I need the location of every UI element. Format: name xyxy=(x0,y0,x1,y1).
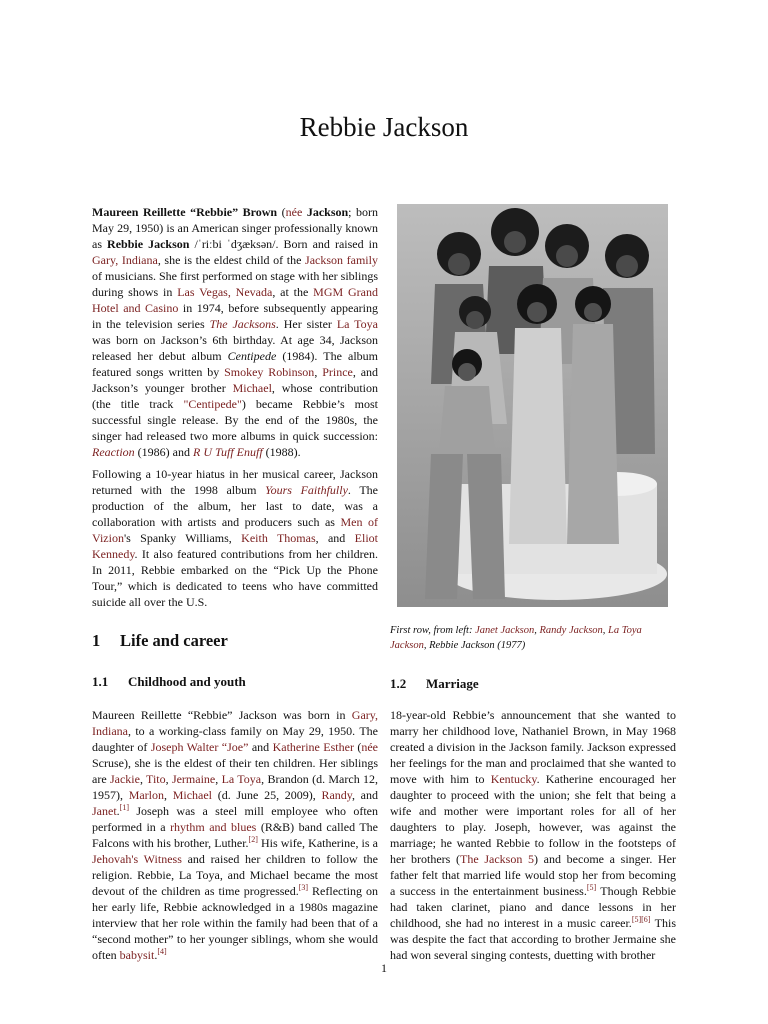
text-run: , xyxy=(164,788,173,802)
text-run: (1988). xyxy=(262,445,301,459)
text-run: Joseph was a steel mill employee who often performed in a xyxy=(92,804,378,834)
inline-link[interactable]: Yours Faithfully xyxy=(265,483,348,497)
inline-link[interactable]: Prince xyxy=(322,365,353,379)
text-run: . The production of the album, her last to date, was a collaboration with artists and producers such as xyxy=(92,483,378,529)
subsection-title: Childhood and youth xyxy=(128,674,246,689)
inline-link[interactable]: Janet Jackson xyxy=(475,625,535,636)
subsection-number: 1.1 xyxy=(92,674,109,689)
inline-link[interactable]: Katherine Esther xyxy=(272,740,354,754)
inline-link[interactable]: babysit xyxy=(119,948,155,962)
inline-link[interactable]: La Toya xyxy=(336,317,378,331)
text-run: and raised her children to follow the religion. Rebbie, La Toya, and Michael became the most devout of the children as time progressed. xyxy=(92,852,378,898)
text-run: Centipede xyxy=(227,349,277,363)
text-run: (1986) and xyxy=(134,445,193,459)
text-run: . Her sister xyxy=(275,317,337,331)
inline-link[interactable]: Tito xyxy=(146,772,166,786)
text-run: Following a 10-year hiatus in her musical career, Jackson returned with the 1998 album xyxy=(92,467,378,497)
inline-link[interactable]: R U Tuff Enuff xyxy=(192,445,263,459)
section-title: Life and career xyxy=(120,631,228,650)
text-run: Jackson xyxy=(306,205,349,219)
text-run: ( xyxy=(277,205,286,219)
text-run: ; born May 29, 1950) is an American singer professionally known as xyxy=(92,205,379,251)
inline-link[interactable]: La Toya xyxy=(221,772,262,786)
text-run: . xyxy=(116,804,120,818)
text-run: 18-year-old Rebbie’s announcement that she wanted to marry her childhood love, Nathaniel Brown, in May 1968 created a division in the Jackson family. Jackson expressed her feelings for the man and proclaimed that she wanted to move with him to xyxy=(390,708,676,786)
inline-link[interactable]: Keith Thomas xyxy=(241,531,316,545)
page-number: 1 xyxy=(381,961,387,975)
inline-link[interactable]: Smokey Robinson xyxy=(224,365,315,379)
inline-link[interactable]: Michael xyxy=(232,381,272,395)
text-run: . Katherine encouraged her daughter to proceed with the union; she felt that being a wife and mother were important roles for all of her daughters to play. Joseph, however, was against the marriage; he wanted Rebbie to follow in the footsteps of her brothers ( xyxy=(390,772,677,866)
citation-link[interactable]: [3] xyxy=(298,883,309,892)
text-run: , she is the eldest child of the xyxy=(157,253,306,267)
text-run: , xyxy=(165,772,172,786)
citation-link[interactable]: [5][6] xyxy=(631,915,651,924)
text-run: , xyxy=(215,772,222,786)
page-title: Rebbie Jackson xyxy=(299,112,469,142)
inline-link[interactable]: Michael xyxy=(172,788,213,802)
inline-link[interactable]: MGM Grand Hotel and Casino xyxy=(92,285,379,315)
text-run: , and Jackson’s younger brother xyxy=(92,365,379,395)
subsection-heading-marriage xyxy=(390,676,479,692)
text-run: (d. June 25, 2009), xyxy=(212,788,322,802)
inline-link[interactable]: Men of Vizion xyxy=(92,515,378,545)
text-run: . It also featured contributions from her children. In 2011, Rebbie embarked on the “Pick Up the Phone Tour,” which is dedicated to teens who have committed suicide all over the U.S. xyxy=(92,547,378,609)
marriage-body xyxy=(390,707,676,963)
inline-link[interactable]: Randy xyxy=(321,788,352,802)
text-run: , xyxy=(139,772,147,786)
inline-link[interactable]: née xyxy=(285,205,303,219)
text-run: ) became Rebbie’s most successful single release. By the end of the 1980s, the singer had released two more albums in quick succession: xyxy=(92,397,378,443)
text-run: , whose contribution (the title track xyxy=(92,381,378,411)
inline-link[interactable]: Jackson family xyxy=(305,253,378,267)
section-heading-life-and-career xyxy=(92,631,228,651)
inline-link[interactable]: The Jackson 5 xyxy=(460,852,534,866)
citation-link[interactable]: [2] xyxy=(248,835,258,844)
inline-link[interactable]: Eliot Kennedy xyxy=(92,531,379,561)
inline-link[interactable]: Joseph Walter “Joe” xyxy=(150,740,249,754)
inline-link[interactable]: La Toya Jackson xyxy=(390,625,642,651)
photo-illustration xyxy=(397,204,668,607)
text-run: , xyxy=(534,625,540,636)
text-run: , xyxy=(314,365,323,379)
citation-link[interactable]: [1] xyxy=(119,803,129,812)
inline-link[interactable]: "Centipede" xyxy=(183,397,242,411)
figure-caption xyxy=(390,623,680,653)
subsection-number: 1.2 xyxy=(390,676,407,691)
subsection-heading-childhood xyxy=(92,674,246,690)
inline-link[interactable]: Gary, Indiana xyxy=(92,708,378,738)
text-run: His wife, Katherine, is a xyxy=(257,836,378,850)
text-run: . xyxy=(154,948,158,962)
text-run: Though Rebbie had taken clarinet, piano and dance lessons in her childhood, she had no interest in a music career. xyxy=(390,884,677,930)
text-run: Rebbie Jackson xyxy=(107,237,190,251)
text-run: Maureen Reillette “Rebbie” Jackson was born in xyxy=(92,708,352,722)
subsection-title: Marriage xyxy=(426,676,479,691)
text-run: , to a working-class family on May 29, 1950. The daughter of xyxy=(92,724,378,754)
inline-link[interactable]: Jackie xyxy=(109,772,140,786)
text-run: , at the xyxy=(272,285,314,299)
text-run: ( xyxy=(353,740,362,754)
text-run: (R&B) band called The Falcons with his brother, Luther. xyxy=(92,820,378,850)
text-run: , Rebbie Jackson (1977) xyxy=(423,640,526,651)
text-run: , xyxy=(602,625,609,636)
inline-link[interactable]: née xyxy=(361,740,379,754)
text-run: Scruse), she is the eldest of their ten children. Her siblings are xyxy=(92,756,378,786)
inline-link[interactable]: Kentucky xyxy=(490,772,537,786)
text-run: Reflecting on her early life, Rebbie acknowledged in a 1980s magazine interview that her role within the family had been that of a “second mother” to her younger siblings, whom she would often xyxy=(92,884,378,962)
inline-link[interactable]: rhythm and blues xyxy=(170,820,257,834)
inline-link[interactable]: Marlon xyxy=(128,788,165,802)
intro-column xyxy=(92,204,378,610)
text-run: (1984). The album featured songs written by xyxy=(92,349,378,379)
inline-link[interactable]: The Jacksons xyxy=(209,317,276,331)
text-run: of musicians. She first performed on stage with her siblings during shows in xyxy=(92,269,378,299)
section-number: 1 xyxy=(92,631,101,650)
text-run: This was despite the fact that according to brother Jermaine she had won several singing contests, duetting with brother xyxy=(390,916,676,962)
childhood-body xyxy=(92,707,378,963)
text-run: , and xyxy=(315,531,355,545)
inline-link[interactable]: Jehovah's Witness xyxy=(92,852,182,866)
family-photo xyxy=(397,204,668,607)
text-run: 's Spanky Williams, xyxy=(123,531,242,545)
text-run: First row, from left: xyxy=(390,625,476,636)
inline-link[interactable]: Reaction xyxy=(92,445,135,459)
text-run: and xyxy=(248,740,273,754)
text-run: , Brandon (d. March 12, 1957), xyxy=(92,772,379,802)
intro-paragraph-2 xyxy=(92,466,378,610)
inline-link[interactable]: Janet xyxy=(92,804,117,818)
text-run: was born on Jackson’s 6th birthday. At age 34, Jackson released her debut album xyxy=(92,333,378,363)
text-run: Maureen Reillette “Rebbie” Brown xyxy=(92,205,278,219)
inline-link[interactable]: Gary, Indiana xyxy=(92,253,158,267)
inline-link[interactable]: Jermaine xyxy=(171,772,216,786)
inline-link[interactable]: Las Vegas, Nevada xyxy=(177,285,273,299)
text-run: /ˈriːbi ˈdʒæksən/. Born and raised in xyxy=(189,237,379,251)
text-run: in 1974, before subsequently appearing in the television series xyxy=(92,301,378,331)
inline-link[interactable]: Randy Jackson xyxy=(539,625,603,636)
text-run: , and xyxy=(352,788,379,802)
citation-link[interactable]: [5] xyxy=(586,883,597,892)
intro-paragraph-1 xyxy=(92,204,378,460)
text-run: ) and become a singer. Her father felt that married life would stop her from becoming a success in the entertainment business. xyxy=(390,852,676,898)
citation-link[interactable]: [4] xyxy=(157,947,167,956)
